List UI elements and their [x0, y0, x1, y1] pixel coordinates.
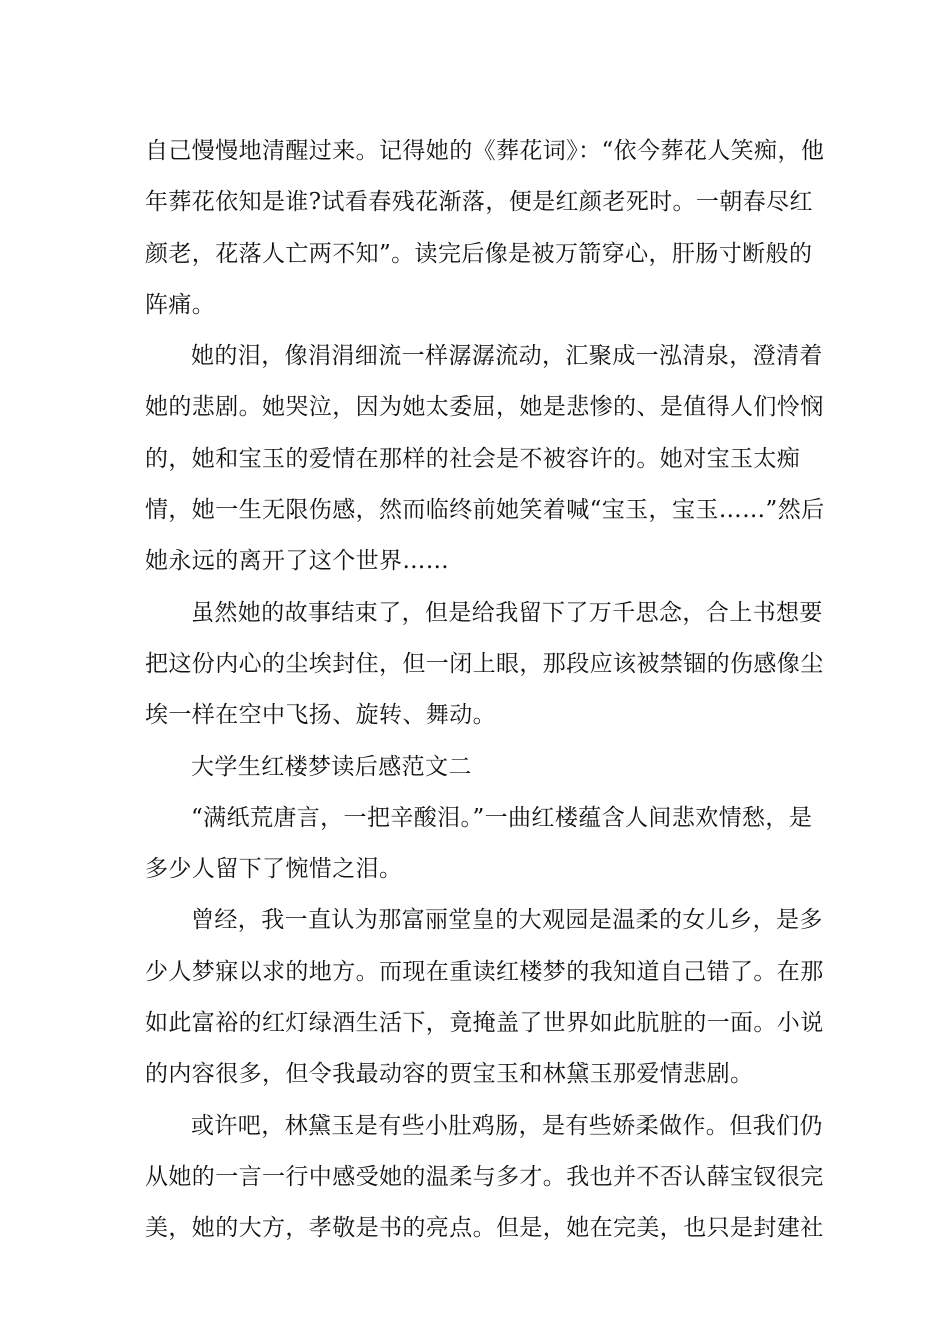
document-body	[145, 126, 825, 1255]
paragraph-3: 虽然她的故事结束了，但是给我留下了万千思念，合上书想要把这份内心的尘埃封住，但一闭上眼，那段应该被禁锢的伤感像尘埃一样在空中飞扬、旋转、舞动。	[145, 599, 824, 729]
paragraph-6: 或许吧，林黛玉是有些小肚鸡肠，是有些娇柔做作。但我们仍从她的一言一行中感受她的温柔与多才。我也并不否认薛宝钗很完美，她的大方，孝敬是书的亮点。但是，她在完美，也只是封建社	[145, 1112, 824, 1242]
paragraph-1: 自己慢慢地清醒过来。记得她的《葬花词》：“依今葬花人笑痴，他年葬花依知是谁?试看春残花渐落，便是红颜老死时。一朝春尽红颜老，花落人亡两不知”。读完后像是被万箭穿心，肝肠寸断般的阵痛。	[145, 138, 825, 318]
paragraph-4: “满纸荒唐言，一把辛酸泪。”一曲红楼蕴含人间悲欢情愁，是多少人留下了惋惜之泪。	[145, 804, 813, 883]
paragraph-5: 曾经，我一直认为那富丽堂皇的大观园是温柔的女儿乡，是多少人梦寐以求的地方。而现在重读红楼梦的我知道自己错了。在那如此富裕的红灯绿酒生活下，竟掩盖了世界如此肮脏的一面。小说的内容很多，但令我最动容的贾宝玉和林黛玉那爱情悲剧。	[145, 907, 824, 1088]
paragraph-2: 她的泪，像涓涓细流一样潺潺流动，汇聚成一泓清泉，澄清着她的悲剧。她哭泣，因为她太委屈，她是悲惨的、是值得人们怜悯的，她和宝玉的爱情在那样的社会是不被容许的。她对宝玉太痴情，她一生无限伤感，然而临终前她笑着喊“宝玉，宝玉……”然后她永远的离开了这个世界……	[145, 343, 825, 575]
section-heading: 大学生红楼梦读后感范文二	[191, 753, 472, 780]
